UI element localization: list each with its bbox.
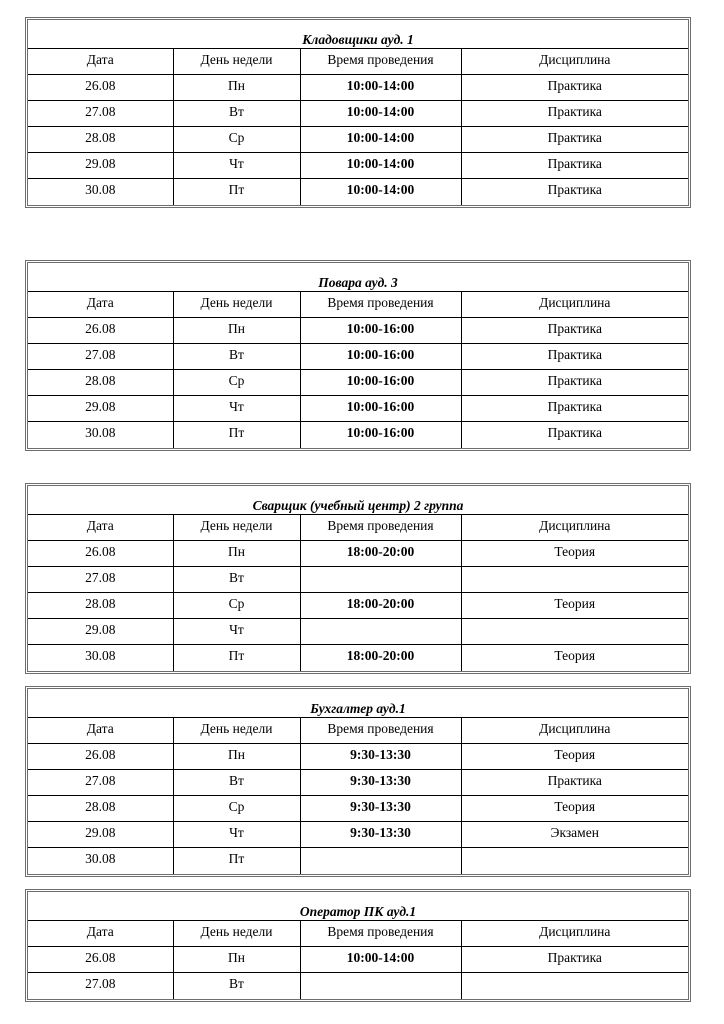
cell-time: 10:00-16:00 [300,318,461,344]
cell-day: Вт [173,770,300,796]
cell-date: 27.08 [28,344,173,370]
cell-date: 26.08 [28,744,173,770]
header-row [28,921,688,947]
header-day: День недели [173,921,300,947]
schedule-title: Бухгалтер ауд.1 [28,689,688,718]
cell-discipline [461,973,688,999]
cell-discipline: Практика [461,179,688,205]
header-time: Время проведения [300,515,461,541]
table-row [28,127,688,153]
cell-date: 27.08 [28,101,173,127]
header-discipline: Дисциплина [461,718,688,744]
cell-day: Пн [173,744,300,770]
cell-discipline: Практика [461,318,688,344]
cell-discipline: Практика [461,127,688,153]
cell-day: Чт [173,822,300,848]
cell-time: 18:00-20:00 [300,541,461,567]
cell-discipline: Практика [461,396,688,422]
cell-discipline: Практика [461,422,688,448]
header-date: Дата [28,718,173,744]
cell-day: Чт [173,153,300,179]
cell-day: Вт [173,973,300,999]
header-discipline: Дисциплина [461,292,688,318]
header-time: Время проведения [300,292,461,318]
cell-date: 29.08 [28,619,173,645]
table-row [28,593,688,619]
table-row [28,153,688,179]
cell-discipline: Практика [461,344,688,370]
cell-day: Ср [173,593,300,619]
cell-time: 10:00-16:00 [300,422,461,448]
table-row [28,973,688,999]
cell-date: 27.08 [28,973,173,999]
cell-day: Пн [173,541,300,567]
table-row [28,619,688,645]
header-date: Дата [28,515,173,541]
cell-date: 27.08 [28,770,173,796]
cell-date: 29.08 [28,822,173,848]
cell-discipline: Теория [461,645,688,671]
cell-date: 27.08 [28,567,173,593]
cell-discipline: Практика [461,770,688,796]
schedule-title: Повара ауд. 3 [28,263,688,292]
schedule-table-cooks [25,260,691,451]
table-row [28,396,688,422]
table-row [28,796,688,822]
cell-date: 28.08 [28,370,173,396]
schedule-title: Оператор ПК ауд.1 [28,892,688,921]
cell-time: 10:00-14:00 [300,75,461,101]
cell-time [300,973,461,999]
cell-day: Чт [173,396,300,422]
header-row [28,49,688,75]
cell-discipline: Практика [461,370,688,396]
schedule-title: Сварщик (учебный центр) 2 группа [28,486,688,515]
header-discipline: Дисциплина [461,921,688,947]
header-date: Дата [28,49,173,75]
cell-time [300,848,461,874]
cell-day: Чт [173,619,300,645]
header-day: День недели [173,49,300,75]
table-row [28,770,688,796]
table-row [28,422,688,448]
header-date: Дата [28,292,173,318]
table-row [28,567,688,593]
header-time: Время проведения [300,718,461,744]
cell-discipline [461,619,688,645]
table-row [28,744,688,770]
cell-date: 30.08 [28,179,173,205]
schedule-table-storekeepers [25,17,691,208]
header-row [28,718,688,744]
table-row [28,947,688,973]
cell-day: Пт [173,645,300,671]
cell-time [300,567,461,593]
cell-time [300,619,461,645]
cell-time: 10:00-14:00 [300,179,461,205]
cell-day: Вт [173,567,300,593]
cell-time: 9:30-13:30 [300,796,461,822]
cell-date: 30.08 [28,645,173,671]
schedule-title: Кладовщики ауд. 1 [28,20,688,49]
cell-date: 29.08 [28,153,173,179]
cell-date: 30.08 [28,848,173,874]
cell-time: 9:30-13:30 [300,822,461,848]
table-row [28,75,688,101]
schedule-table-accountants [25,686,691,877]
cell-date: 26.08 [28,318,173,344]
table-row [28,318,688,344]
cell-discipline [461,567,688,593]
cell-discipline [461,848,688,874]
cell-day: Ср [173,796,300,822]
cell-day: Пн [173,318,300,344]
header-time: Время проведения [300,49,461,75]
table-row [28,822,688,848]
cell-discipline: Теория [461,744,688,770]
cell-time: 10:00-14:00 [300,127,461,153]
cell-discipline: Теория [461,541,688,567]
cell-discipline: Теория [461,796,688,822]
table-row [28,541,688,567]
cell-day: Пн [173,947,300,973]
table-row [28,179,688,205]
cell-time: 18:00-20:00 [300,645,461,671]
cell-time: 9:30-13:30 [300,744,461,770]
cell-date: 26.08 [28,541,173,567]
cell-date: 30.08 [28,422,173,448]
header-row [28,292,688,318]
table-row [28,848,688,874]
table-row [28,101,688,127]
cell-date: 29.08 [28,396,173,422]
cell-discipline: Экзамен [461,822,688,848]
schedule-table-pc-operators [25,889,691,1002]
header-date: Дата [28,921,173,947]
cell-time: 10:00-16:00 [300,396,461,422]
cell-time: 10:00-14:00 [300,947,461,973]
header-day: День недели [173,515,300,541]
cell-time: 10:00-16:00 [300,344,461,370]
header-row [28,515,688,541]
cell-day: Пт [173,848,300,874]
cell-day: Ср [173,127,300,153]
cell-day: Пт [173,179,300,205]
cell-day: Вт [173,101,300,127]
header-discipline: Дисциплина [461,515,688,541]
cell-discipline: Теория [461,593,688,619]
cell-date: 26.08 [28,75,173,101]
header-day: День недели [173,292,300,318]
table-row [28,344,688,370]
cell-day: Пн [173,75,300,101]
cell-date: 28.08 [28,796,173,822]
cell-discipline: Практика [461,947,688,973]
cell-day: Ср [173,370,300,396]
cell-date: 28.08 [28,127,173,153]
schedule-table-welders [25,483,691,674]
header-time: Время проведения [300,921,461,947]
cell-time: 10:00-14:00 [300,153,461,179]
table-row [28,645,688,671]
cell-date: 26.08 [28,947,173,973]
cell-time: 10:00-16:00 [300,370,461,396]
cell-discipline: Практика [461,153,688,179]
cell-discipline: Практика [461,101,688,127]
header-day: День недели [173,718,300,744]
cell-time: 9:30-13:30 [300,770,461,796]
cell-day: Пт [173,422,300,448]
cell-discipline: Практика [461,75,688,101]
cell-day: Вт [173,344,300,370]
cell-time: 18:00-20:00 [300,593,461,619]
cell-date: 28.08 [28,593,173,619]
header-discipline: Дисциплина [461,49,688,75]
cell-time: 10:00-14:00 [300,101,461,127]
table-row [28,370,688,396]
